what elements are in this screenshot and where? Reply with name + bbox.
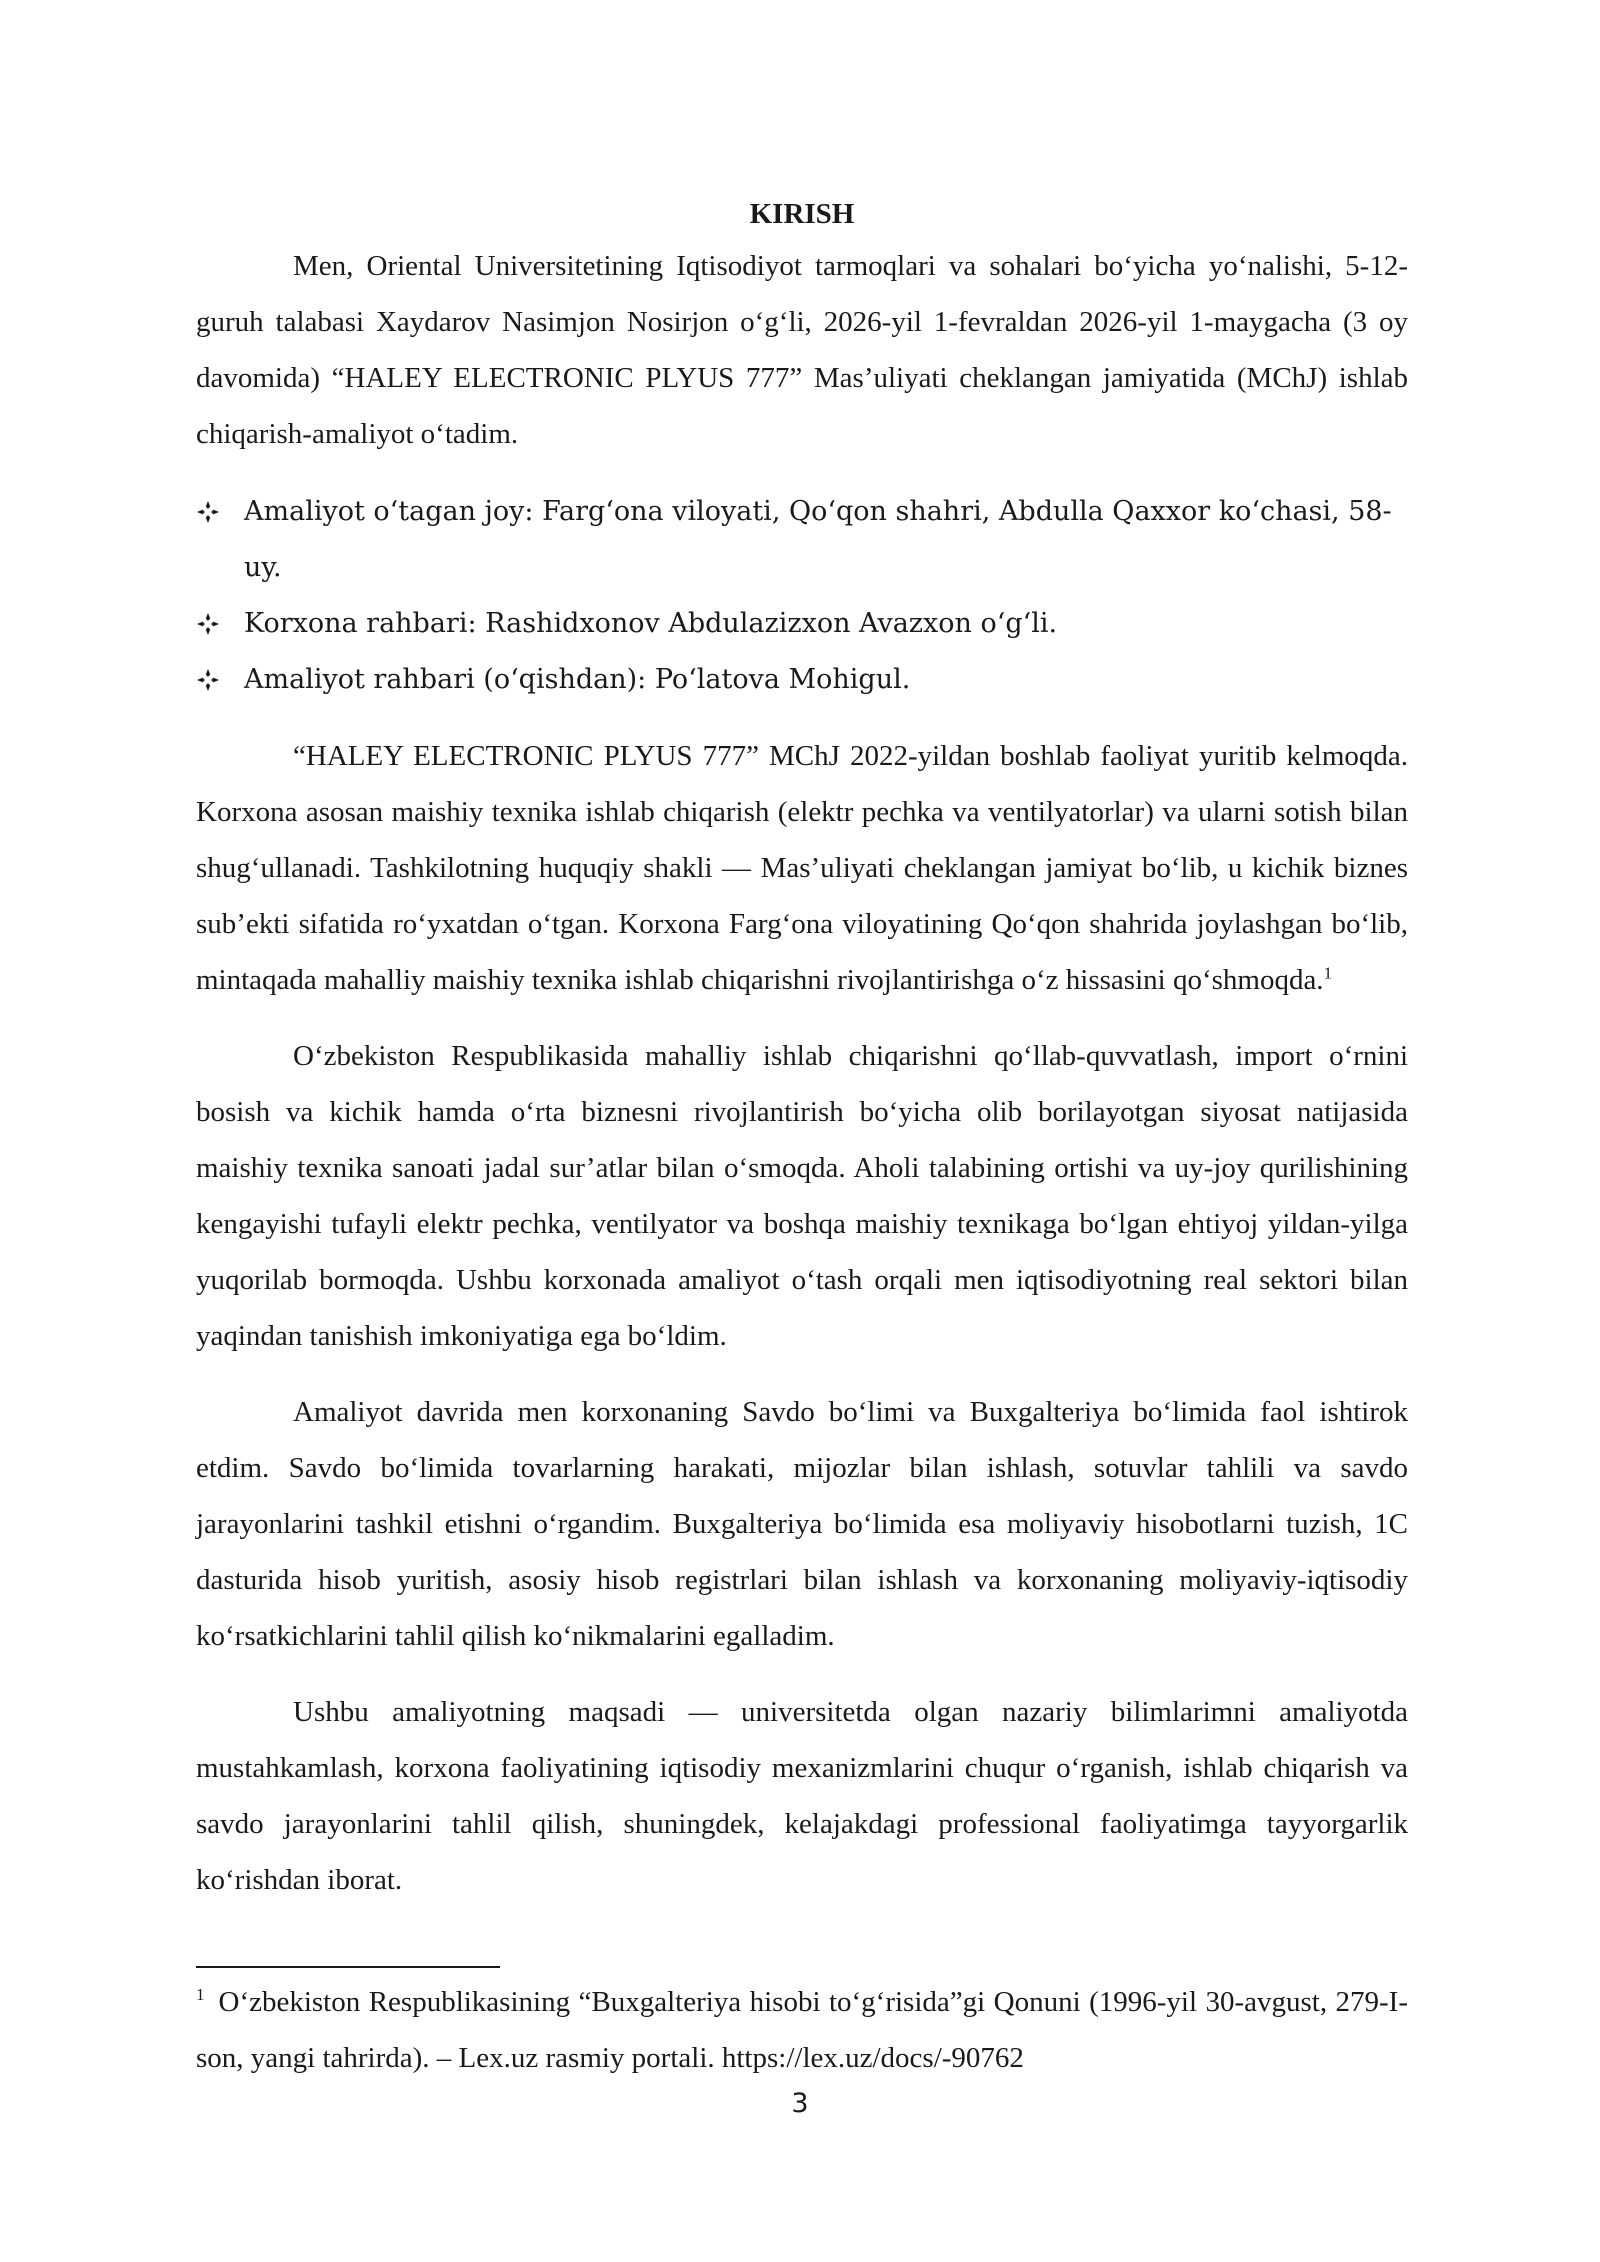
diamond-bullet-icon [196, 484, 226, 540]
page-number: 3 [791, 2088, 809, 2119]
document-page [196, 190, 1408, 1908]
list-item [196, 652, 1408, 708]
list-item [196, 484, 1408, 596]
body-paragraph-2: O‘zbekiston Respublikasida mahalliy ishlab chiqarishni qo‘llab-quvvatlash, import o‘rnini bosish va kichik hamda o‘rta biznesni rivojlantirish bo‘yicha olib borilayotgan siyosat natijasida maishiy texnika sanoati jadal sur’atlar bilan o‘smoqda. Aholi talabining ortishi va uy-joy qurilishining kengayishi tufayli elektr pechka, ventilyator va boshqa maishiy texnikaga bo‘lgan ehtiyoj yildan-yilga yuqorilab bormoqda. Ushbu korxonada amaliyot o‘tash orqali men iqtisodiyotning real sektori bilan yaqindan tanishish imkoniyatiga ega bo‘ldim. [196, 1040, 1408, 1352]
body-paragraph-4: Ushbu amaliyotning maqsadi — universitetda olgan nazariy bilimlarimni amaliyotda mustahkamlash, korxona faoliyatining iqtisodiy mexanizmlarini chuqur o‘rganish, ishlab chiqarish va savdo jarayonlarini tahlil qilish, shuningdek, kelajakdagi professional faoliyatimga tayyorgarlik ko‘rishdan iborat. [196, 1696, 1408, 1896]
section-title: KIRISH [749, 198, 855, 230]
footnote-separator [196, 1966, 500, 1968]
footnote-reference[interactable]: 1 [1323, 963, 1333, 983]
diamond-bullet-icon [196, 652, 226, 708]
intro-paragraph: Men, Oriental Universitetining Iqtisodiyot tarmoqlari va sohalari bo‘yicha yo‘nalishi, 5-12-guruh talabasi Xaydarov Nasimjon Nosirjon o‘g‘li, 2026-yil 1-fevraldan 2026-yil 1-maygacha (3 oy davomida) “HALEY ELECTRONIC PLYUS 777” Mas’uliyati cheklangan jamiyatida (MChJ) ishlab chiqarish-amaliyot o‘tadim. [196, 250, 1408, 450]
list-item-text: Amaliyot o‘tagan joy: Farg‘ona viloyati, Qo‘qon shahri, Abdulla Qaxxor ko‘chasi, 58-uy. [244, 496, 1392, 583]
list-item-text: Amaliyot rahbari (o‘qishdan): Po‘latova Mohigul. [244, 664, 911, 695]
body-paragraph-1-text: “HALEY ELECTRONIC PLYUS 777” MChJ 2022-yildan boshlab faoliyat yuritib kelmoqda. Korxona asosan maishiy texnika ishlab chiqarish (elektr pechka va ventilyatorlar) va ularni sotish bilan shug‘ullanadi. Tashkilotning huquqiy shakli — Mas’uliyati cheklangan jamiyat bo‘lib, u kichik biznes sub’ekti sifatida ro‘yxatdan o‘tgan. Korxona Farg‘ona viloyatining Qo‘qon shahrida joylashgan bo‘lib, mintaqada mahalliy maishiy texnika ishlab chiqarishni rivojlantirishga o‘z hissasini qo‘shmoqda. [196, 740, 1408, 996]
list-item [196, 596, 1408, 652]
body-paragraph-1 [196, 728, 1408, 1008]
list-item-text: Korxona rahbari: Rashidxonov Abdulazizxon Avazxon o‘g‘li. [244, 608, 1058, 639]
diamond-bullet-icon [196, 596, 226, 652]
footnote-text: O‘zbekiston Respublikasining “Buxgalteriya hisobi to‘g‘risida”gi Qonuni (1996-yil 30-avgust, 279-I-son, yangi tahrirda). – Lex.uz rasmiy portali. https://lex.uz/docs/-90762 [196, 1986, 1408, 2074]
body-paragraph-3: Amaliyot davrida men korxonaning Savdo bo‘limi va Buxgalteriya bo‘limida faol ishtirok etdim. Savdo bo‘limida tovarlarning harakati, mijozlar bilan ishlash, sotuvlar tahlili va savdo jarayonlarini tashkil etishni o‘rgandim. Buxgalteriya bo‘limida esa moliyaviy hisobotlarni tuzish, 1C dasturida hisob yuritish, asosiy hisob registrlari bilan ishlash va korxonaning moliyaviy-iqtisodiy ko‘rsatkichlarini tahlil qilish ko‘nikmalarini egalladim. [196, 1396, 1408, 1652]
footnote [196, 1974, 1408, 2086]
footnote-mark: 1 [196, 1985, 205, 2005]
details-list [196, 484, 1408, 708]
